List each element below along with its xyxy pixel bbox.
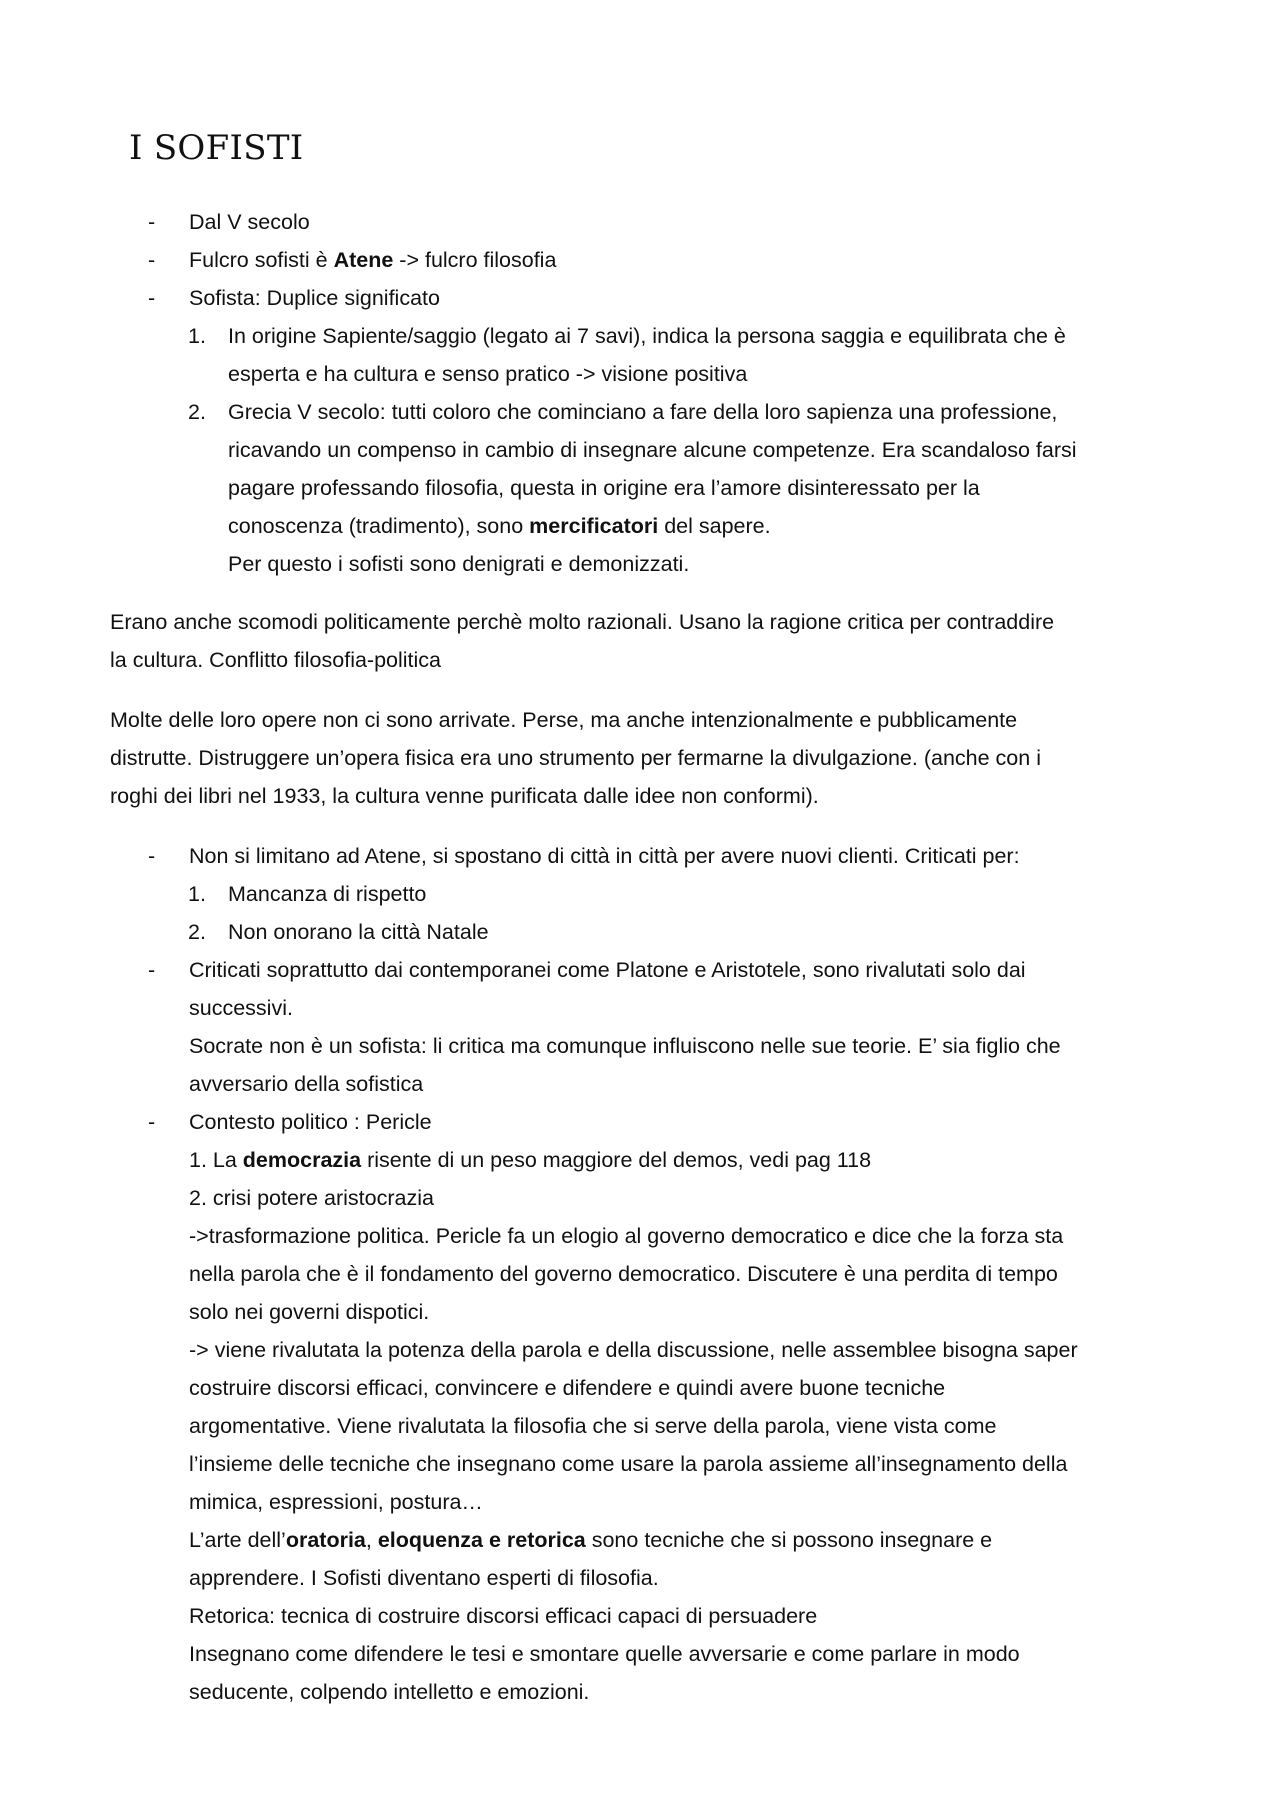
bullet-line: nella parola che è il fondamento del governo democratico. Discutere è una perdita di tempo [189,1262,1058,1286]
sense2-line: Grecia V secolo: tutti coloro che cominciano a fare della loro sapienza una professione, [228,400,1058,424]
bullet-sofista-significato: Sofista: Duplice significato [189,286,440,310]
bullet-dash: - [148,1110,156,1134]
bold-term: eloquenza e retorica [377,1528,586,1552]
list-number: 2. [188,400,206,424]
page-title: I SOFISTI [129,128,304,168]
bullet-dash: - [148,248,156,272]
sense1-line: In origine Sapiente/saggio (legato ai 7 savi), indica la persona saggia e equilibrata che è [228,324,1066,348]
bullet-line: costruire discorsi efficaci, convincere e difendere e quindi avere buone tecniche [189,1376,946,1400]
paragraph-line: distrutte. Distruggere un’opera fisica era uno strumento per fermarne la divulgazione. (anche con i [110,746,1041,770]
sense2-line [228,508,771,544]
bullet-line: Retorica: tecnica di costruire discorsi efficaci capaci di persuadere [189,1604,818,1628]
sense2-line: Per questo i sofisti sono denigrati e demonizzati. [228,552,690,576]
bullet-line: Insegnano come difendere le tesi e smontare quelle avversarie e come parlare in modo [189,1642,1020,1666]
sense2-line: ricavando un compenso in cambio di insegnare alcune competenze. Era scandaloso farsi [228,438,1077,462]
bullet-dash: - [148,210,156,234]
text-run: , [365,1528,378,1552]
paragraph-line: la cultura. Conflitto filosofia-politica [110,648,442,672]
text-run: del sapere. [658,514,771,538]
bullet-line: -> viene rivalutata la potenza della parola e della discussione, nelle assemblee bisogna saper [189,1338,1078,1362]
bullet-line: l’insieme delle tecniche che insegnano come usare la parola assieme all’insegnamento della [189,1452,1068,1476]
text-run: sono tecniche che si possono insegnare e [585,1528,993,1552]
bullet-line: solo nei governi dispotici. [189,1300,430,1324]
bullet-line: Criticati soprattutto dai contemporanei come Platone e Aristotele, sono rivalutati solo dai [189,958,1026,982]
bullet-line: mimica, espressioni, postura… [189,1490,483,1514]
text-run: Fulcro sofisti è [189,248,334,272]
text-run: -> fulcro filosofia [393,248,557,272]
text-run: conoscenza (tradimento), sono [228,514,530,538]
bullet-line: seducente, colpendo intelletto e emozioni. [189,1680,590,1704]
sense2-line: pagare professando filosofia, questa in origine era l’amore disinteressato per la [228,476,980,500]
sense1-line: esperta e ha cultura e senso pratico -> visione positiva [228,362,748,386]
list-number: 1. [188,324,206,348]
bullet-dash: - [148,844,156,868]
bullet-dash: - [148,286,156,310]
bullet-line: apprendere. I Sofisti diventano esperti di filosofia. [189,1566,659,1590]
sublist-item: Non onorano la città Natale [228,920,489,944]
bold-term: democrazia [242,1148,362,1172]
bold-term: mercificatori [529,514,659,538]
paragraph-line: Erano anche scomodi politicamente perchè molto razionali. Usano la ragione critica per contraddire [110,610,1055,634]
sublist-item: Mancanza di rispetto [228,882,427,906]
bullet-line [189,1522,992,1558]
paragraph-line: roghi dei libri nel 1933, la cultura venne purificata dalle idee non conformi). [110,784,819,808]
text-run: L’arte dell’ [189,1528,286,1552]
text-run: 1. La [189,1148,243,1172]
bullet-dash: - [148,958,156,982]
bold-term: Atene [333,248,394,272]
bullet-line: successivi. [189,996,293,1020]
bullet-line: Non si limitano ad Atene, si spostano di città in città per avere nuovi clienti. Criticati per: [189,844,1020,868]
bullet-fulcro-sofisti [189,242,556,278]
bullet-line: 2. crisi potere aristocrazia [189,1186,434,1210]
bold-term: oratoria [285,1528,366,1552]
bullet-line: Contesto politico : Pericle [189,1110,432,1134]
paragraph-line: Molte delle loro opere non ci sono arrivate. Perse, ma anche intenzionalmente e pubblicamente [110,708,1018,732]
bullet-line: ->trasformazione politica. Pericle fa un elogio al governo democratico e dice che la forza sta [189,1224,1064,1248]
list-number: 1. [188,882,206,906]
bullet-line: Socrate non è un sofista: li critica ma comunque influiscono nelle sue teorie. E’ sia figlio che [189,1034,1061,1058]
list-number: 2. [188,920,206,944]
bullet-line [189,1142,871,1178]
bullet-dal-v-secolo: Dal V secolo [189,210,310,234]
bullet-line: argomentative. Viene rivalutata la filosofia che si serve della parola, viene vista come [189,1414,997,1438]
bullet-line: avversario della sofistica [189,1072,424,1096]
text-run: risente di un peso maggiore del demos, vedi pag 118 [361,1148,872,1172]
